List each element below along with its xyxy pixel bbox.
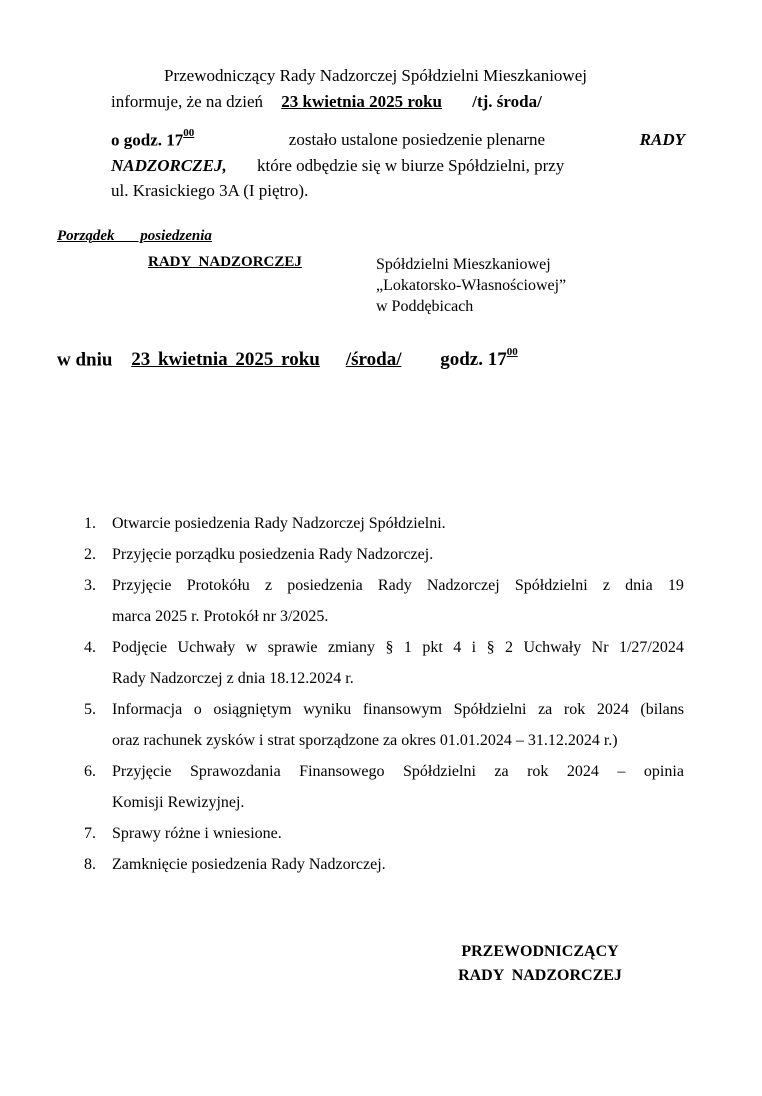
agenda-item-number: 2.	[84, 546, 96, 563]
agenda-item-text: Sprawy różne i wniesione.	[112, 825, 282, 842]
agenda-label: Porządek posiedzenia	[57, 228, 212, 244]
agenda-item-text: oraz rachunek zysków i strat sporządzone za okres 01.01.2024 – 31.12.2024 r.)	[112, 732, 618, 749]
intro-line-4	[111, 156, 685, 176]
meeting-date: 23 kwietnia 2025 roku	[281, 92, 442, 111]
date-value: 23 kwietnia 2025 roku /środa/	[131, 349, 402, 371]
agenda-item-number: 3.	[84, 577, 96, 594]
intro-line-2	[111, 92, 669, 112]
intro-line-5: ul. Krasickiego 3A (I piętro).	[111, 181, 309, 200]
agenda-item-text: marca 2025 r. Protokół nr 3/2025.	[112, 608, 329, 625]
date-prefix: w dniu	[57, 349, 113, 371]
agenda-item-number: 8.	[84, 856, 96, 873]
agenda-item-number: 4.	[84, 639, 96, 656]
agenda-item-text: Przyjęcie Protokółu z posiedzenia Rady Nadzorczej Spółdzielni z dnia 19	[112, 577, 684, 594]
agenda-item-number: 7.	[84, 825, 96, 842]
meeting-day: /tj. środa/	[472, 92, 542, 111]
agenda-item-text: Otwarcie posiedzenia Rady Nadzorczej Spółdzielni.	[112, 515, 446, 532]
agenda-item-text: Podjęcie Uchwały w sprawie zmiany § 1 pkt 4 i § 2 Uchwały Nr 1/27/2024	[112, 639, 684, 656]
intro-text: informuje, że na dzień	[111, 92, 263, 111]
agenda-org	[376, 254, 566, 317]
org-line-3: w Poddębicach	[376, 298, 474, 315]
signature-line-1: PRZEWODNICZĄCY	[461, 943, 619, 960]
board-name-part: NADZORCZEJ,	[111, 156, 227, 175]
signature	[420, 940, 660, 988]
agenda-item-number: 5.	[84, 701, 96, 718]
org-line-1: Spółdzielni Mieszkaniowej	[376, 256, 551, 273]
meeting-time: o godz. $17^{00}$	[111, 127, 195, 150]
intro-line-3	[111, 127, 685, 151]
agenda-item-text: Przyjęcie porządku posiedzenia Rady Nadzorczej.	[112, 546, 434, 563]
org-line-2: „Lokatorsko-Własnościowej”	[376, 277, 567, 294]
agenda-item-text: Zamknięcie posiedzenia Rady Nadzorczej.	[112, 856, 386, 873]
intro-line-1: Przewodniczący Rady Nadzorczej Spółdzielni Mieszkaniowej	[164, 66, 587, 85]
date-time: godz. $17^{00}$	[440, 346, 518, 371]
agenda-item-text: Rady Nadzorczej z dnia 18.12.2024 r.	[112, 670, 354, 687]
agenda-item-text: Przyjęcie Sprawozdania Finansowego Spółdzielni za rok 2024 – opinia	[112, 763, 684, 780]
date-line	[57, 346, 518, 371]
agenda-item-number: 1.	[84, 515, 96, 532]
agenda-item-text: Informacja o osiągniętym wyniku finansowym Spółdzielni za rok 2024 (bilans	[112, 701, 684, 718]
agenda-board: RADY NADZORCZEJ	[148, 254, 302, 270]
agenda-item-number: 6.	[84, 763, 96, 780]
board-name-part: RADY	[639, 130, 685, 149]
intro-text: zostało ustalone posiedzenie plenarne	[288, 130, 546, 149]
agenda-item-text: Komisji Rewizyjnej.	[112, 794, 245, 811]
signature-line-2: RADY NADZORCZEJ	[458, 967, 622, 984]
intro-text: które odbędzie się w biurze Spółdzielni, przy	[256, 156, 565, 175]
